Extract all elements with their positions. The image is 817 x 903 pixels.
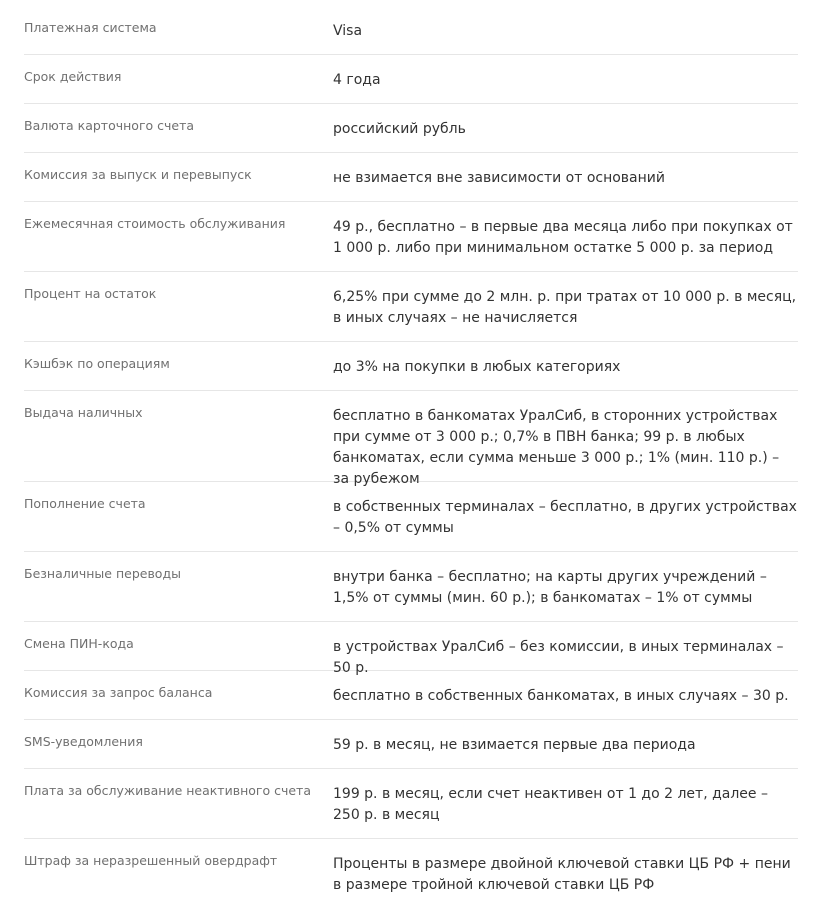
- row-value: в собственных терминалах – бесплатно, в других устройствах – 0,5% от суммы: [333, 499, 797, 536]
- row-value: бесплатно в собственных банкоматах, в иных случаях – 30 р.: [333, 688, 789, 704]
- row-label: Срок действия: [24, 69, 122, 84]
- table-row: [24, 55, 798, 104]
- row-value: 199 р. в месяц, если счет неактивен от 1 до 2 лет, далее – 250 р. в месяц: [333, 786, 768, 823]
- row-label: Комиссия за выпуск и перевыпуск: [24, 167, 252, 182]
- row-label: SMS-уведомления: [24, 734, 143, 749]
- table-row: [24, 552, 798, 622]
- row-label: Смена ПИН-кода: [24, 636, 134, 651]
- row-label: Процент на остаток: [24, 286, 157, 301]
- row-value: в устройствах УралСиб – без комиссии, в иных терминалах – 50 р.: [333, 639, 784, 676]
- row-value: 6,25% при сумме до 2 млн. р. при тратах от 10 000 р. в месяц, в иных случаях – не начисляется: [333, 289, 797, 326]
- table-row: [24, 769, 798, 839]
- table-row: [24, 391, 798, 487]
- table-row: [24, 6, 798, 55]
- table-row: [24, 622, 798, 676]
- row-value: внутри банка – бесплатно; на карты других учреждений – 1,5% от суммы (мин. 60 р.); в банкоматах – 1% от суммы: [333, 569, 767, 606]
- row-value: Visa: [333, 23, 363, 39]
- row-value: до 3% на покупки в любых категориях: [333, 359, 621, 375]
- row-label: Безналичные переводы: [24, 566, 181, 581]
- table-row: [24, 342, 798, 391]
- table-row: [24, 153, 798, 202]
- table-row: [24, 482, 798, 552]
- row-value: не взимается вне зависимости от оснований: [333, 170, 665, 186]
- table-row: [24, 104, 798, 153]
- row-label: Плата за обслуживание неактивного счета: [24, 783, 311, 798]
- row-value: российский рубль: [333, 121, 466, 137]
- row-label: Пополнение счета: [24, 496, 146, 511]
- table-row: [24, 671, 798, 720]
- row-label: Ежемесячная стоимость обслуживания: [24, 216, 286, 231]
- row-label: Комиссия за запрос баланса: [24, 685, 213, 700]
- table-row: [24, 720, 798, 769]
- row-label: Кэшбэк по операциям: [24, 356, 170, 371]
- table-row: [24, 272, 798, 342]
- row-value: 59 р. в месяц, не взимается первые два периода: [333, 737, 696, 753]
- row-value: Проценты в размере двойной ключевой ставки ЦБ РФ + пени в размере тройной ключевой ставки ЦБ РФ: [333, 856, 791, 893]
- row-value: бесплатно в банкоматах УралСиб, в сторонних устройствах при сумме от 3 000 р.; 0,7% в ПВН банка; 99 р. в любых банкоматах, если сумма меньше 3 000 р.; 1% (мин. 110 р.) – за рубежом: [333, 408, 780, 487]
- row-label: Выдача наличных: [24, 405, 143, 420]
- row-value: 4 года: [333, 72, 381, 88]
- row-label: Штраф за неразрешенный овердрафт: [24, 853, 278, 868]
- table-row: [24, 202, 798, 272]
- row-label: Валюта карточного счета: [24, 118, 195, 133]
- row-value: 49 р., бесплатно – в первые два месяца либо при покупках от 1 000 р. либо при минимальном остатке 5 000 р. за период: [333, 219, 793, 256]
- table-row: [24, 839, 798, 903]
- card-conditions-table: [24, 6, 798, 903]
- row-label: Платежная система: [24, 20, 157, 35]
